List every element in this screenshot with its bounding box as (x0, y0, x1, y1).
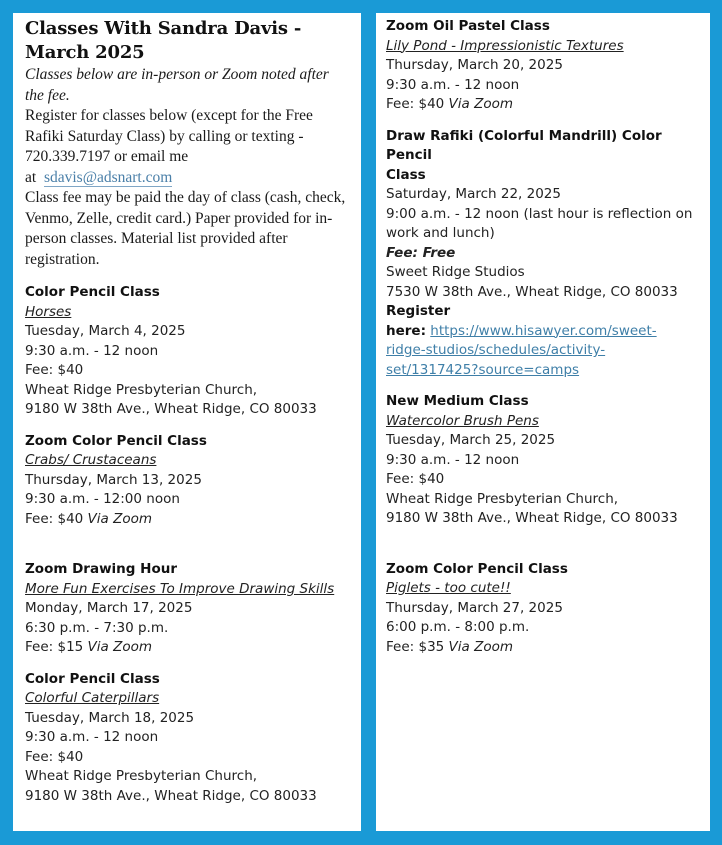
class-rafiki (386, 127, 700, 381)
class-time-line2: work and lunch) (386, 225, 495, 241)
class-date: Tuesday, March 4, 2025 (25, 323, 186, 339)
class-crabs (25, 432, 349, 530)
class-fee: Fee: $40 (25, 748, 84, 765)
class-date: Tuesday, March 18, 2025 (25, 709, 195, 726)
class-time: 9:30 a.m. - 12:00 noon (25, 491, 180, 507)
register-link-part3[interactable]: set/1317425?source=camps (386, 361, 580, 378)
class-location-name: Wheat Ridge Presbyterian Church, (25, 381, 258, 398)
class-subject: Lily Pond - Impressionistic Textures (386, 37, 624, 54)
class-title: Color Pencil Class (25, 284, 160, 300)
left-column (13, 13, 361, 831)
register-link-line (386, 322, 700, 342)
class-date: Tuesday, March 25, 2025 (386, 432, 556, 448)
class-fee (25, 510, 349, 530)
class-fee-amount: Fee: $40 (25, 510, 84, 527)
class-fee: Fee: $40 (386, 471, 445, 487)
class-subject: Piglets - too cute!! (386, 580, 511, 596)
class-subject: Watercolor Brush Pens (386, 412, 539, 429)
class-time: 9:30 a.m. - 12 noon (386, 76, 520, 93)
class-caterpillars (25, 670, 349, 807)
class-title: Zoom Color Pencil Class (25, 432, 207, 449)
class-drawing-hour (25, 560, 349, 658)
format-note: Classes below are in-person or Zoom noted after the fee. (25, 66, 329, 104)
register-label-here: here: (386, 322, 426, 339)
class-location-address: 9180 W 38th Ave., Wheat Ridge, CO 80033 (25, 401, 317, 417)
class-subject: Horses (25, 303, 72, 320)
class-time: 9:30 a.m. - 12 noon (25, 729, 159, 745)
class-title-line1: Draw Rafiki (Colorful Mandrill) Color Pencil (386, 127, 662, 163)
class-date: Thursday, March 20, 2025 (386, 57, 563, 73)
email-at: at (25, 168, 37, 186)
class-subject: Colorful Caterpillars (25, 690, 160, 706)
right-column (376, 13, 710, 831)
class-via: Via Zoom (87, 639, 153, 655)
class-date: Monday, March 17, 2025 (25, 600, 193, 616)
class-title-line2: Class (386, 166, 426, 183)
class-location-address: 7530 W 38th Ave., Wheat Ridge, CO 80033 (386, 283, 678, 300)
page-title (25, 17, 349, 65)
class-title: Zoom Drawing Hour (25, 561, 177, 577)
class-title: Zoom Color Pencil Class (386, 560, 568, 577)
register-link-part2[interactable]: ridge-studios/schedules/activity- (386, 342, 606, 358)
class-title: Zoom Oil Pastel Class (386, 18, 550, 34)
register-link-part1[interactable]: https://www.hisawyer.com/sweet- (430, 322, 657, 339)
class-location-name: Wheat Ridge Presbyterian Church, (386, 490, 619, 507)
class-via: Via Zoom (448, 96, 514, 112)
class-time: 6:30 p.m. - 7:30 p.m. (25, 619, 169, 636)
register-label: Register (386, 303, 451, 319)
class-date: Thursday, March 13, 2025 (25, 471, 202, 488)
class-fee: Fee: $40 (25, 362, 84, 378)
class-date: Saturday, March 22, 2025 (386, 186, 561, 202)
email-line (25, 168, 349, 189)
intro-block (25, 65, 349, 270)
class-fee-amount: Fee: $40 (386, 96, 445, 112)
class-location-name: Wheat Ridge Presbyterian Church, (25, 768, 258, 784)
class-location-address: 9180 W 38th Ave., Wheat Ridge, CO 80033 (25, 787, 317, 804)
class-title: Color Pencil Class (25, 670, 160, 687)
class-time: 6:00 p.m. - 8:00 p.m. (386, 619, 530, 635)
class-via: Via Zoom (448, 638, 514, 655)
class-location-name: Sweet Ridge Studios (386, 264, 525, 280)
class-subject: More Fun Exercises To Improve Drawing Skills (25, 580, 335, 597)
class-time-line1: 9:00 a.m. - 12 noon (last hour is reflection on (386, 205, 693, 222)
class-brush-pens (386, 392, 700, 529)
class-piglets (386, 560, 700, 658)
class-location-address: 9180 W 38th Ave., Wheat Ridge, CO 80033 (386, 510, 678, 526)
class-fee-amount: Fee: $35 (386, 638, 445, 655)
page-title-line2: March 2025 (25, 42, 145, 63)
class-fee (25, 638, 349, 658)
class-time: 9:30 a.m. - 12 noon (386, 451, 520, 468)
class-fee: Fee: Free (386, 244, 456, 261)
class-fee (386, 638, 700, 658)
email-link[interactable]: sdavis@adsnart.com (43, 168, 173, 186)
page-title-line1: Classes With Sandra Davis - (25, 18, 302, 39)
register-instructions: Register for classes below (except for the Free Rafiki Saturday Class) by calling or texting - 720.339.7197 or email me (25, 107, 313, 165)
class-time: 9:30 a.m. - 12 noon (25, 342, 159, 359)
class-title: New Medium Class (386, 393, 529, 409)
class-date: Thursday, March 27, 2025 (386, 599, 563, 616)
class-fee (386, 95, 700, 115)
class-subject: Crabs/ Crustaceans (25, 452, 157, 468)
class-lily-pond (386, 17, 700, 115)
class-fee-amount: Fee: $15 (25, 639, 84, 655)
fee-info: Class fee may be paid the day of class (cash, check, Venmo, Zelle, credit card.) Paper provided for in-person classes. Material list provided after registration. (25, 189, 346, 268)
class-horses (25, 283, 349, 420)
class-via: Via Zoom (87, 510, 153, 527)
